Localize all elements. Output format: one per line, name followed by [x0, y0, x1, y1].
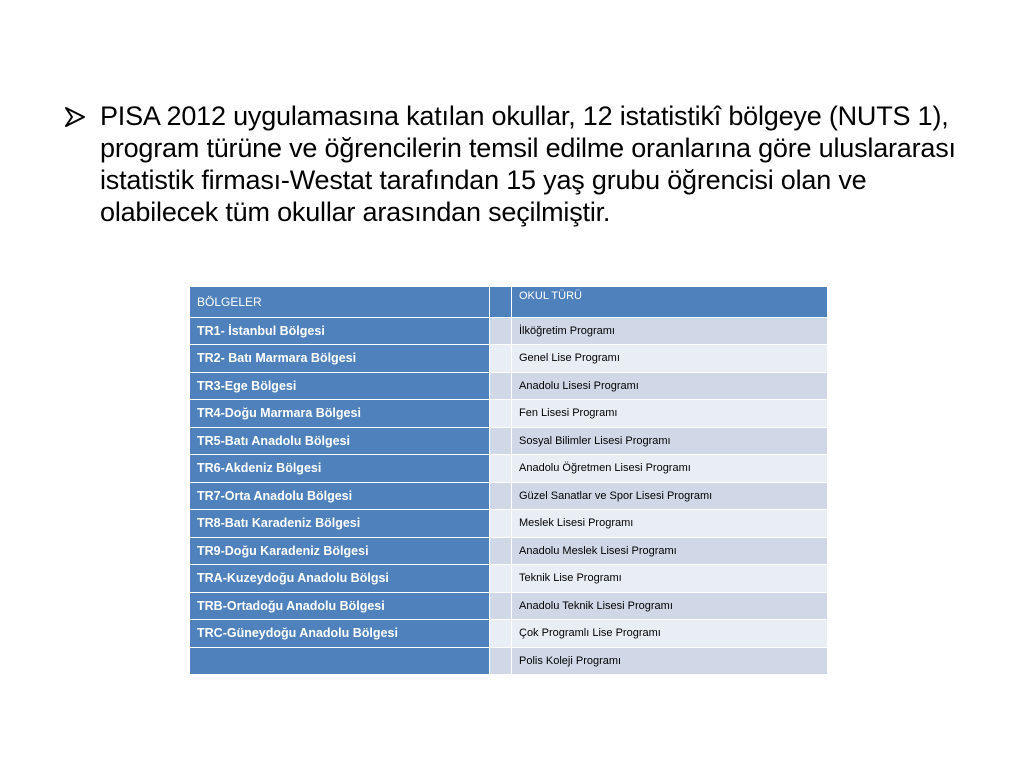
spacer-cell — [490, 372, 512, 400]
program-cell: Fen Lisesi Programı — [512, 400, 828, 428]
table-row — [190, 400, 828, 428]
spacer-cell — [490, 510, 512, 538]
spacer-cell — [490, 482, 512, 510]
program-cell: Polis Koleji Programı — [512, 647, 828, 675]
region-cell: TR9-Doğu Karadeniz Bölgesi — [190, 537, 490, 565]
spacer-cell — [490, 537, 512, 565]
program-cell: Meslek Lisesi Programı — [512, 510, 828, 538]
program-cell: Anadolu Öğretmen Lisesi Programı — [512, 455, 828, 483]
region-cell: TRA-Kuzeydoğu Anadolu Bölgsi — [190, 565, 490, 593]
spacer-cell — [490, 620, 512, 648]
program-cell: Sosyal Bilimler Lisesi Programı — [512, 427, 828, 455]
regions-table — [189, 286, 828, 675]
bullet-text: PISA 2012 uygulamasına katılan okullar, 12 istatistikî bölgeye (NUTS 1), program türüne ve öğrencilerin temsil edilme oranlarına göre uluslararası istatistik firması-Westat tarafından 15 yaş grubu öğrencisi olan ve olabilecek tüm okullar arasından seçilmiştir. — [100, 101, 956, 227]
program-cell: Genel Lise Programı — [512, 345, 828, 373]
program-cell: Anadolu Lisesi Programı — [512, 372, 828, 400]
spacer-cell — [490, 427, 512, 455]
table-row — [190, 345, 828, 373]
spacer-cell — [490, 455, 512, 483]
table-row — [190, 482, 828, 510]
table-header-row — [190, 287, 828, 318]
program-cell: Anadolu Meslek Lisesi Programı — [512, 537, 828, 565]
spacer-cell — [490, 345, 512, 373]
spacer-cell — [490, 317, 512, 345]
region-cell: TR7-Orta Anadolu Bölgesi — [190, 482, 490, 510]
table-row — [190, 510, 828, 538]
region-cell: TRB-Ortadoğu Anadolu Bölgesi — [190, 592, 490, 620]
spacer-cell — [490, 400, 512, 428]
region-cell: TR6-Akdeniz Bölgesi — [190, 455, 490, 483]
spacer-cell — [490, 565, 512, 593]
region-cell: TR4-Doğu Marmara Bölgesi — [190, 400, 490, 428]
program-cell: Güzel Sanatlar ve Spor Lisesi Programı — [512, 482, 828, 510]
program-cell: İlköğretim Programı — [512, 317, 828, 345]
header-regions: BÖLGELER — [190, 287, 490, 318]
region-cell — [190, 647, 490, 675]
arrowhead-bullet-icon — [64, 100, 100, 128]
table-body — [190, 317, 828, 675]
region-cell: TR3-Ege Bölgesi — [190, 372, 490, 400]
spacer-cell — [490, 647, 512, 675]
program-cell: Teknik Lise Programı — [512, 565, 828, 593]
table-row — [190, 565, 828, 593]
header-spacer — [490, 287, 512, 318]
table-row — [190, 620, 828, 648]
program-cell: Çok Programlı Lise Programı — [512, 620, 828, 648]
region-cell: TR2- Batı Marmara Bölgesi — [190, 345, 490, 373]
region-cell: TR1- İstanbul Bölgesi — [190, 317, 490, 345]
region-cell: TRC-Güneydoğu Anadolu Bölgesi — [190, 620, 490, 648]
region-cell: TR5-Batı Anadolu Bölgesi — [190, 427, 490, 455]
table-row — [190, 647, 828, 675]
table-row — [190, 317, 828, 345]
table-row — [190, 372, 828, 400]
table-row — [190, 592, 828, 620]
spacer-cell — [490, 592, 512, 620]
table-row — [190, 455, 828, 483]
bullet-paragraph — [64, 100, 964, 228]
region-cell: TR8-Batı Karadeniz Bölgesi — [190, 510, 490, 538]
program-cell: Anadolu Teknik Lisesi Programı — [512, 592, 828, 620]
header-school-type: OKUL TÜRÜ — [512, 287, 828, 318]
table-row — [190, 537, 828, 565]
table-row — [190, 427, 828, 455]
